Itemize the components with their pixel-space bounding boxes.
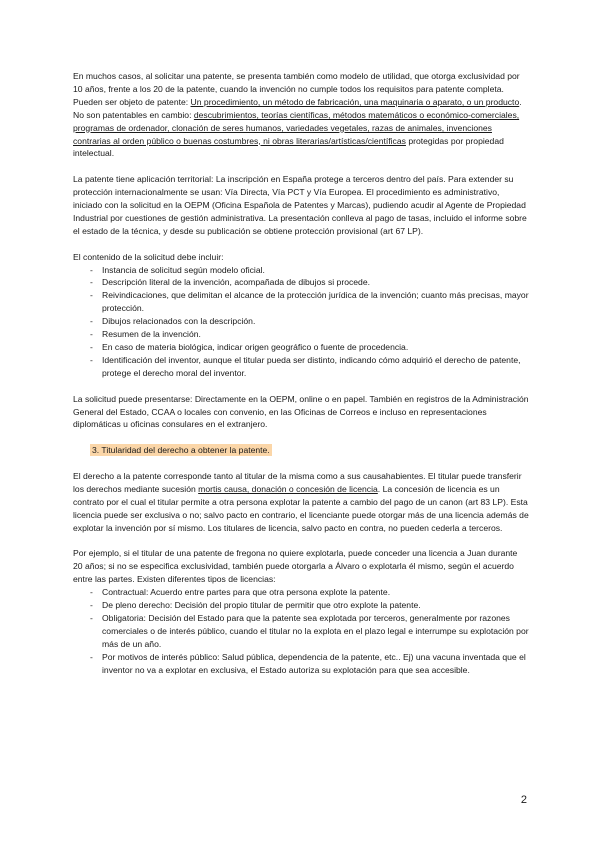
dash-bullet: - — [90, 354, 93, 365]
text-run: protegidas por propiedad intelectual. — [73, 135, 504, 159]
list-item-text: Reivindicaciones, que delimitan el alcance de la protección jurídica de la invención; cuanto más precisas, mayor protección. — [102, 290, 529, 314]
dash-bullet: - — [90, 651, 93, 662]
dash-bullet: - — [90, 612, 93, 623]
application-contents-list — [73, 264, 529, 380]
list-item — [73, 289, 529, 315]
license-types-list — [73, 586, 529, 676]
text-run: . La concesión de licencia es un contrato por el cual el titular permite a otra persona explotar la patente a cambio del pago de un canon (art 83 LP). Esta licencia puede ser exclusiva o no; salvo pacto en contrario, el licenciante puede otorgar más de una licencia además de explotar la invención por sí mismo. Los titulares de licencia, salvo pacto en contra, no pueden cederla a terceros. — [73, 483, 529, 533]
dash-bullet: - — [90, 342, 93, 352]
text-run: En muchos casos, al solicitar una patente, se presenta también como modelo de utilidad, que otorga exclusividad por 10 años, frente a los 20 de la patente, cuando la invención no cumple todos los requisitos para patente completa. Pueden ser objeto de patente: — [73, 71, 520, 107]
list-item — [73, 264, 529, 277]
dash-bullet: - — [90, 316, 93, 327]
dash-bullet: - — [90, 277, 93, 288]
list-item — [73, 586, 529, 599]
list-item — [73, 341, 529, 354]
underlined-transfer-modes: mortis causa, donación o concesión de licencia — [198, 483, 378, 494]
list-item-text: De pleno derecho: Decisión del propio titular de permitir que otro explote la patente. — [102, 600, 421, 611]
list-item-text: Contractual: Acuerdo entre partes para que otra persona explote la patente. — [102, 587, 391, 598]
section-heading-3 — [73, 444, 529, 457]
dash-bullet: - — [90, 587, 93, 598]
dash-bullet: - — [90, 264, 93, 275]
list-item-text: Por motivos de interés público: Salud pública, dependencia de la patente, etc.. Ej) una vacuna inventada que el inventor no va a explotar en exclusiva, el Estado autoriza su explotación para que sea accesible. — [102, 651, 526, 675]
dash-bullet: - — [90, 329, 93, 340]
list-item — [73, 612, 529, 651]
list-item-text: Obligatoria: Decisión del Estado para que la patente sea explotada por terceros, generalmente por razones comerciales o de interés público, cuando el titular no la explota en el plazo legal e interrumpe su explotación por más de un año. — [102, 612, 529, 649]
paragraph-submission: La solicitud puede presentarse: Directamente en la OEPM, online o en papel. También en registros de la Administración General del Estado, CCAA o locales con convenio, en las Oficinas de Correos e incluso en representaciones diplomáticas u oficinas consulares en el extranjero. — [73, 393, 529, 430]
list-item — [73, 651, 529, 677]
paragraph-territorial: La patente tiene aplicación territorial: La inscripción en España protege a terceros dentro del país. Para extender su protección internacionalmente se usan: Vía Directa, Vía PCT y Vía Europea. El procedimiento es administrativo, iniciado con la solicitud en la OEPM (Oficina Española de Patentes y Marcas), pudiendo acudir al Agente de Propiedad Industrial por cuestiones de gestión administrativa. La presentación conlleva al pago de tasas, incluido el informe sobre el estado de la técnica, y desde su publicación se obtiene protección provisional (art 67 LP). — [73, 174, 527, 236]
paragraph-patent-types — [73, 70, 529, 160]
paragraph-application-contents: El contenido de la solicitud debe incluir: — [73, 251, 224, 262]
list-item-text: Dibujos relacionados con la descripción. — [102, 316, 256, 327]
list-item-text: Identificación del inventor, aunque el titular pueda ser distinto, indicando cómo adquirió el derecho de patente, protege el derecho moral del inventor. — [102, 354, 521, 378]
underlined-non-patentable-list: descubrimientos, teorías científicas, métodos matemáticos o económico-comerciales, programas de ordenador, clonación de seres humanos, variedades vegetales, razas de animales, invenciones contrarias al orden público o buenas costumbres, ni obras literarias/artísticas/científicas — [73, 109, 520, 146]
list-item-text: Resumen de la invención. — [102, 329, 201, 340]
paragraph-ownership — [73, 470, 529, 535]
list-item — [73, 354, 529, 380]
text-run: . No son patentables en cambio: — [73, 96, 522, 120]
list-item — [73, 276, 529, 289]
page-number: 2 — [520, 794, 527, 806]
list-item-text: Instancia de solicitud según modelo oficial. — [102, 264, 265, 275]
dash-bullet: - — [90, 600, 93, 611]
list-item — [73, 328, 529, 341]
paragraph-license-example: Por ejemplo, si el titular de una patente de fregona no quiere explotarla, puede conceder una licencia a Juan durante 20 años; si no se especifica exclusividad, también puede otorgarla a Álvaro o explotarla él mismo, según el acuerdo entre las partes. Existen diferentes tipos de licencias: — [73, 548, 518, 585]
list-item-text: En caso de materia biológica, indicar origen geográfico o fuente de procedencia. — [102, 342, 409, 352]
dash-bullet: - — [90, 290, 93, 301]
page-content — [73, 70, 529, 689]
text-run: El derecho a la patente corresponde tanto al titular de la misma como a sus causahabientes. El titular puede transferir los derechos mediante sucesión — [73, 471, 522, 494]
list-item — [73, 315, 529, 328]
list-item-text: Descripción literal de la invención, acompañada de dibujos si procede. — [102, 277, 370, 288]
underlined-patentable-objects: Un procedimiento, un método de fabricación, una maquinaria o aparato, o un producto — [190, 96, 520, 107]
section-heading-text: 3. Titularidad del derecho a obtener la patente. — [92, 445, 270, 456]
list-item — [73, 599, 529, 612]
